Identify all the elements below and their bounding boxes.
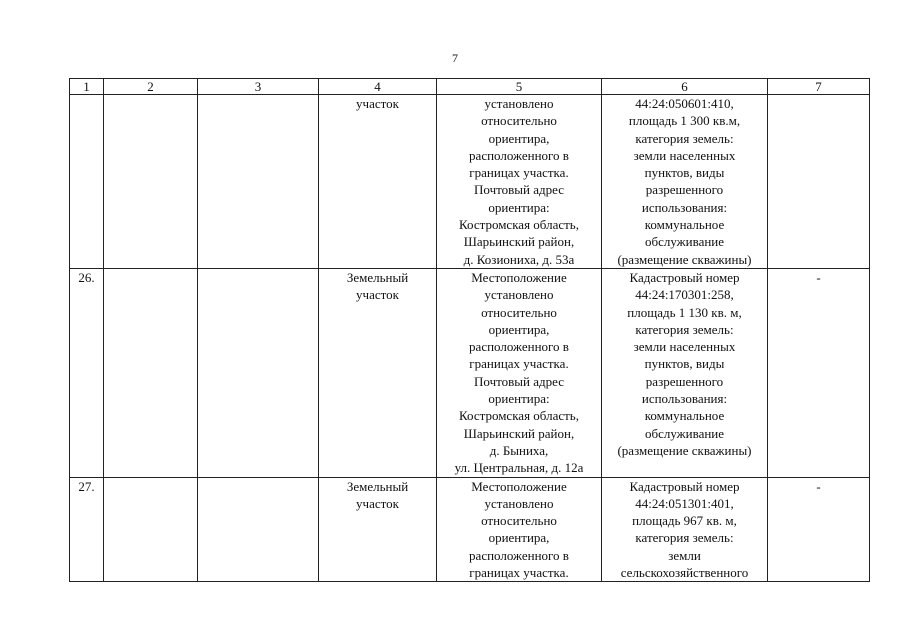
header-cell: 2: [104, 79, 198, 95]
cell-line: площадь 967 кв. м,: [632, 513, 737, 529]
table-cell: -: [768, 477, 870, 582]
cell-line: Шарьинский район,: [463, 425, 575, 441]
cell-line: Почтовый адрес: [474, 373, 564, 389]
cell-line: расположенного в: [469, 147, 569, 163]
table-cell: [104, 95, 198, 269]
cadastral-info-cell: [602, 95, 768, 269]
cell-line: Костромская область,: [458, 408, 579, 424]
cell-line: 44:24:050601:410,: [635, 96, 734, 111]
cell-line: установлено: [484, 287, 554, 303]
cell-line: категория земель:: [635, 321, 734, 337]
location-cell: [437, 95, 602, 269]
cell-line: земли населенных: [633, 147, 736, 163]
cell-line: земли населенных: [633, 339, 736, 355]
cell-line: коммунальное: [644, 217, 725, 233]
cell-line: сельскохозяйственного: [620, 565, 749, 581]
table-cell: [198, 477, 319, 582]
cell-line: разрешенного: [645, 373, 724, 389]
cell-line: пунктов, виды: [644, 165, 725, 181]
cell-line: расположенного в: [469, 339, 569, 355]
location-cell: [437, 477, 602, 582]
cell-line: ориентира,: [488, 530, 550, 546]
cell-line: разрешенного: [645, 182, 724, 198]
cell-line: д. Быниха,: [489, 442, 549, 458]
page-number: 7: [452, 51, 458, 65]
cell-line: (размещение скважины): [617, 442, 752, 458]
cell-line: Земельный: [346, 478, 409, 494]
row-number-cell: 26.: [70, 268, 104, 477]
cell-line: (размещение скважины): [617, 251, 752, 267]
cell-line: ориентира,: [488, 130, 550, 146]
cell-line: ориентира:: [488, 199, 550, 215]
row-number-cell: [70, 95, 104, 269]
table-cell: [104, 268, 198, 477]
cell-line: Местоположение: [471, 478, 567, 494]
table-cell: [768, 95, 870, 269]
cell-line: Почтовый адрес: [474, 182, 564, 198]
cell-line: площадь 1 130 кв. м,: [627, 304, 742, 320]
plot-type-cell: [319, 477, 437, 582]
cell-line: установлено: [484, 96, 554, 111]
cell-line: границах участка.: [469, 356, 569, 372]
cell-line: расположенного в: [469, 547, 569, 563]
cell-line: относительно: [481, 304, 557, 320]
cell-line: пунктов, виды: [644, 356, 725, 372]
cell-line: участок: [356, 287, 399, 303]
cell-line: Местоположение: [471, 269, 567, 285]
cell-line: ул. Центральная, д. 12а: [454, 460, 584, 476]
cell-line: границах участка.: [469, 565, 569, 581]
land-plots-table: [69, 78, 870, 582]
cell-line: установлено: [484, 495, 554, 511]
cell-line: относительно: [481, 513, 557, 529]
table-row: [70, 268, 870, 477]
cell-line: 44:24:051301:401,: [635, 495, 734, 511]
cell-line: участок: [356, 96, 399, 111]
table-cell: [198, 95, 319, 269]
table-row: [70, 477, 870, 582]
cell-line: границах участка.: [469, 165, 569, 181]
cell-line: 44:24:170301:258,: [635, 287, 734, 303]
cell-line: относительно: [481, 113, 557, 129]
cell-line: Кадастровый номер: [629, 269, 740, 285]
cell-line: Кадастровый номер: [629, 478, 740, 494]
cell-line: использования:: [641, 391, 728, 407]
cadastral-info-cell: [602, 268, 768, 477]
header-cell: 1: [70, 79, 104, 95]
cell-line: д. Козиониха, д. 53а: [463, 251, 575, 267]
cell-line: площадь 1 300 кв.м,: [628, 113, 741, 129]
location-cell: [437, 268, 602, 477]
header-cell: 3: [198, 79, 319, 95]
header-cell: 6: [602, 79, 768, 95]
table-cell: -: [768, 268, 870, 477]
cell-line: Шарьинский район,: [463, 234, 575, 250]
table-cell: [198, 268, 319, 477]
cell-line: земли: [668, 547, 701, 563]
header-cell: 4: [319, 79, 437, 95]
cell-line: категория земель:: [635, 530, 734, 546]
table-row: [70, 95, 870, 269]
cell-line: ориентира:: [488, 391, 550, 407]
cell-line: участок: [356, 495, 399, 511]
cell-line: обслуживание: [644, 425, 725, 441]
cell-line: использования:: [641, 199, 728, 215]
header-cell: 7: [768, 79, 870, 95]
cell-line: категория земель:: [635, 130, 734, 146]
cell-line: Костромская область,: [458, 217, 579, 233]
cell-line: ориентира,: [488, 321, 550, 337]
cadastral-info-cell: [602, 477, 768, 582]
plot-type-cell: [319, 95, 437, 269]
table-cell: [104, 477, 198, 582]
cell-line: Земельный: [346, 269, 409, 285]
header-cell: 5: [437, 79, 602, 95]
plot-type-cell: [319, 268, 437, 477]
table-header-row: [70, 79, 870, 95]
cell-line: обслуживание: [644, 234, 725, 250]
row-number-cell: 27.: [70, 477, 104, 582]
cell-line: коммунальное: [644, 408, 725, 424]
